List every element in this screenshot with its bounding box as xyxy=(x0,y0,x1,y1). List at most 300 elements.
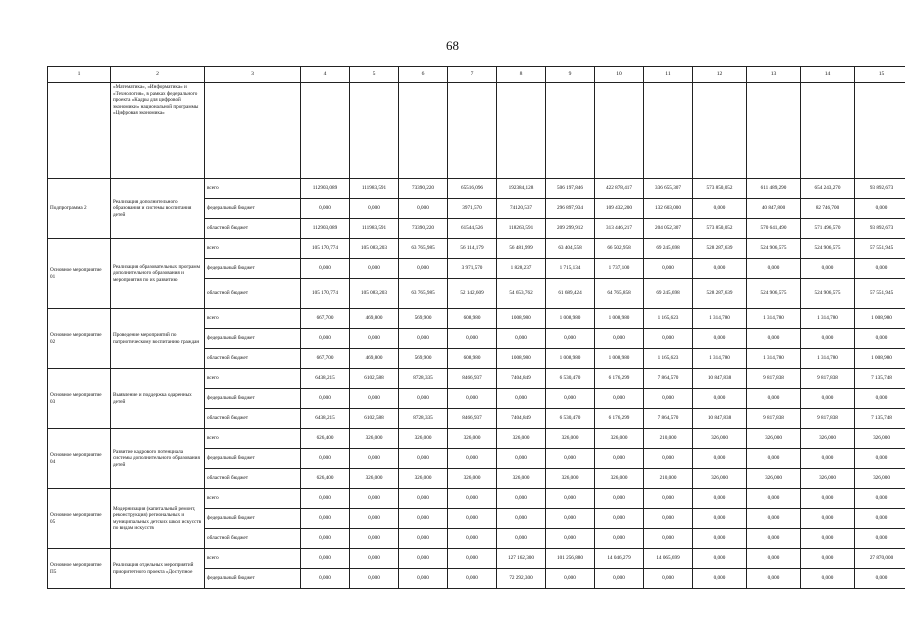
event-description: «Математика», «Информатика» и «Технология», в рамках федерального проекта «Кадры для цифровой экономики» национальной программы «Цифровая экономика» xyxy=(111,83,205,179)
event-description: Реализация образовательных программ дополнительного образования и мероприятия по их развитию xyxy=(111,239,205,309)
table-cell xyxy=(205,83,301,179)
amount-cell: 6438,215 xyxy=(301,369,350,389)
funding-source: всего xyxy=(205,369,301,389)
table-cell xyxy=(595,83,644,179)
amount-cell: 0,000 xyxy=(399,259,448,279)
amount-cell: 112903,089 xyxy=(301,219,350,239)
column-header: 12 xyxy=(693,67,747,83)
amount-cell: 0,000 xyxy=(693,199,747,219)
amount-cell: 7 135,748 xyxy=(855,369,905,389)
amount-cell: 326,000 xyxy=(399,429,448,449)
funding-source: областной бюджет xyxy=(205,409,301,429)
amount-cell: 0,000 xyxy=(301,529,350,549)
funding-source: федеральный бюджет xyxy=(205,569,301,589)
amount-cell: 0,000 xyxy=(747,329,801,349)
table-cell xyxy=(48,83,111,179)
column-header: 2 xyxy=(111,67,205,83)
amount-cell: 9 817,838 xyxy=(801,409,855,429)
amount-cell: 64 765,858 xyxy=(595,279,644,309)
amount-cell: 132 603,000 xyxy=(644,199,693,219)
funding-source: всего xyxy=(205,309,301,329)
amount-cell: 326,000 xyxy=(350,429,399,449)
column-header: 6 xyxy=(399,67,448,83)
amount-cell: 105 083,203 xyxy=(350,279,399,309)
amount-cell: 0,000 xyxy=(448,389,497,409)
amount-cell: 569,900 xyxy=(399,349,448,369)
amount-cell: 528 287,639 xyxy=(693,279,747,309)
amount-cell: 210,000 xyxy=(644,469,693,489)
amount-cell: 0,000 xyxy=(546,329,595,349)
amount-cell: 570 641,490 xyxy=(747,219,801,239)
amount-cell: 0,000 xyxy=(595,389,644,409)
column-header: 3 xyxy=(205,67,301,83)
amount-cell: 0,000 xyxy=(399,569,448,589)
intro-row xyxy=(48,83,905,179)
amount-cell: 0,000 xyxy=(801,549,855,569)
program-code: Основное мероприятие П5 xyxy=(48,549,111,589)
amount-cell: 3 971,570 xyxy=(448,259,497,279)
amount-cell: 6102,588 xyxy=(350,409,399,429)
column-header: 14 xyxy=(801,67,855,83)
amount-cell: 0,000 xyxy=(448,329,497,349)
amount-cell: 0,000 xyxy=(301,489,350,509)
amount-cell: 326,000 xyxy=(855,469,905,489)
amount-cell: 0,000 xyxy=(350,509,399,529)
amount-cell: 61 689,424 xyxy=(546,279,595,309)
amount-cell: 204 052,307 xyxy=(644,219,693,239)
amount-cell: 52 142,609 xyxy=(448,279,497,309)
amount-cell: 0,000 xyxy=(693,489,747,509)
table-cell xyxy=(855,83,905,179)
amount-cell: 0,000 xyxy=(399,549,448,569)
funding-source: федеральный бюджет xyxy=(205,389,301,409)
amount-cell: 569,900 xyxy=(399,309,448,329)
amount-cell: 0,000 xyxy=(595,509,644,529)
amount-cell: 1 828,237 xyxy=(497,259,546,279)
funding-source: всего xyxy=(205,549,301,569)
column-header: 10 xyxy=(595,67,644,83)
event-description: Реализация дополнительного образования и системы воспитания детей xyxy=(111,179,205,239)
column-header: 4 xyxy=(301,67,350,83)
amount-cell: 6 530,470 xyxy=(546,409,595,429)
amount-cell: 7 135,748 xyxy=(855,409,905,429)
amount-cell: 654 243,270 xyxy=(801,179,855,199)
amount-cell: 109 432,200 xyxy=(595,199,644,219)
amount-cell: 326,000 xyxy=(693,429,747,449)
amount-cell: 0,000 xyxy=(350,199,399,219)
amount-cell: 667,700 xyxy=(301,309,350,329)
amount-cell: 0,000 xyxy=(350,329,399,349)
amount-cell: 0,000 xyxy=(546,509,595,529)
amount-cell: 1 008,980 xyxy=(546,349,595,369)
amount-cell: 73390,220 xyxy=(399,219,448,239)
event-description: Модернизация (капитальный ремонт, реконструкция) региональных и муниципальных детских школ искусств по видам искусств xyxy=(111,489,205,549)
table-cell xyxy=(497,83,546,179)
amount-cell: 7404,849 xyxy=(497,369,546,389)
amount-cell: 0,000 xyxy=(644,449,693,469)
amount-cell: 326,000 xyxy=(693,469,747,489)
amount-cell: 1 165,623 xyxy=(644,349,693,369)
amount-cell: 326,000 xyxy=(448,429,497,449)
table-cell xyxy=(644,83,693,179)
amount-cell: 6438,215 xyxy=(301,409,350,429)
funding-source: областной бюджет xyxy=(205,219,301,239)
amount-cell: 573 850,052 xyxy=(693,219,747,239)
amount-cell: 1 314,780 xyxy=(693,309,747,329)
amount-cell: 0,000 xyxy=(301,549,350,569)
amount-cell: 326,000 xyxy=(801,469,855,489)
amount-cell: 0,000 xyxy=(855,509,905,529)
amount-cell: 326,000 xyxy=(448,469,497,489)
amount-cell: 8728,335 xyxy=(399,409,448,429)
amount-cell: 14 065,699 xyxy=(644,549,693,569)
amount-cell: 0,000 xyxy=(693,259,747,279)
amount-cell: 0,000 xyxy=(350,259,399,279)
page-number: 68 xyxy=(446,38,459,53)
amount-cell: 1 715,134 xyxy=(546,259,595,279)
amount-cell: 0,000 xyxy=(855,329,905,349)
amount-cell: 0,000 xyxy=(301,569,350,589)
amount-cell: 69 245,698 xyxy=(644,279,693,309)
amount-cell: 469,800 xyxy=(350,349,399,369)
amount-cell: 0,000 xyxy=(448,489,497,509)
amount-cell: 0,000 xyxy=(693,389,747,409)
amount-cell: 0,000 xyxy=(399,389,448,409)
amount-cell: 0,000 xyxy=(399,449,448,469)
amount-cell: 93 892,673 xyxy=(855,179,905,199)
amount-cell: 0,000 xyxy=(801,569,855,589)
amount-cell: 626,400 xyxy=(301,429,350,449)
event-description: Развитие кадрового потенциала системы дополнительного образования детей xyxy=(111,429,205,489)
amount-cell: 667,700 xyxy=(301,349,350,369)
amount-cell: 0,000 xyxy=(801,449,855,469)
amount-cell: 0,000 xyxy=(855,259,905,279)
amount-cell: 0,000 xyxy=(801,329,855,349)
amount-cell: 6 176,299 xyxy=(595,409,644,429)
amount-cell: 63 404,558 xyxy=(546,239,595,259)
amount-cell: 0,000 xyxy=(497,329,546,349)
amount-cell: 0,000 xyxy=(546,449,595,469)
table-row xyxy=(48,239,905,259)
amount-cell: 326,000 xyxy=(546,429,595,449)
amount-cell: 1 314,780 xyxy=(693,349,747,369)
table-cell xyxy=(301,83,350,179)
amount-cell: 61544,526 xyxy=(448,219,497,239)
amount-cell: 10 847,838 xyxy=(693,409,747,429)
amount-cell: 210,000 xyxy=(644,429,693,449)
amount-cell: 326,000 xyxy=(350,469,399,489)
funding-source: федеральный бюджет xyxy=(205,259,301,279)
amount-cell: 524 906,575 xyxy=(801,239,855,259)
amount-cell: 0,000 xyxy=(301,389,350,409)
amount-cell: 40 847,800 xyxy=(747,199,801,219)
amount-cell: 1008,980 xyxy=(497,309,546,329)
amount-cell: 0,000 xyxy=(301,329,350,349)
amount-cell: 0,000 xyxy=(399,199,448,219)
amount-cell: 0,000 xyxy=(448,449,497,469)
program-code: Основное мероприятие 03 xyxy=(48,369,111,429)
amount-cell: 1 165,623 xyxy=(644,309,693,329)
table-cell xyxy=(448,83,497,179)
amount-cell: 313 446,217 xyxy=(595,219,644,239)
amount-cell: 0,000 xyxy=(644,509,693,529)
column-header: 13 xyxy=(747,67,801,83)
amount-cell: 0,000 xyxy=(855,199,905,219)
program-code: Подпрограмма 2 xyxy=(48,179,111,239)
amount-cell: 1 314,780 xyxy=(801,349,855,369)
amount-cell: 6 176,299 xyxy=(595,369,644,389)
amount-cell: 105 170,774 xyxy=(301,239,350,259)
column-header: 15 xyxy=(855,67,905,83)
amount-cell: 0,000 xyxy=(301,259,350,279)
column-header: 8 xyxy=(497,67,546,83)
amount-cell: 0,000 xyxy=(747,259,801,279)
amount-cell: 1 008,980 xyxy=(855,309,905,329)
amount-cell: 0,000 xyxy=(595,329,644,349)
budget-table xyxy=(47,66,905,589)
amount-cell: 0,000 xyxy=(546,569,595,589)
amount-cell: 93 892,673 xyxy=(855,219,905,239)
amount-cell: 0,000 xyxy=(350,569,399,589)
amount-cell: 1 008,980 xyxy=(855,349,905,369)
amount-cell: 326,000 xyxy=(801,429,855,449)
amount-cell: 469,800 xyxy=(350,309,399,329)
amount-cell: 0,000 xyxy=(448,529,497,549)
funding-source: областной бюджет xyxy=(205,349,301,369)
amount-cell: 326,000 xyxy=(595,469,644,489)
amount-cell: 0,000 xyxy=(546,529,595,549)
table-row xyxy=(48,179,905,199)
amount-cell: 0,000 xyxy=(693,569,747,589)
amount-cell: 8728,335 xyxy=(399,369,448,389)
amount-cell: 0,000 xyxy=(644,489,693,509)
funding-source: федеральный бюджет xyxy=(205,199,301,219)
table-cell xyxy=(546,83,595,179)
amount-cell: 0,000 xyxy=(595,569,644,589)
amount-cell: 0,000 xyxy=(399,329,448,349)
amount-cell: 8466,937 xyxy=(448,369,497,389)
amount-cell: 0,000 xyxy=(801,529,855,549)
amount-cell: 57 551,945 xyxy=(855,239,905,259)
table-cell xyxy=(350,83,399,179)
amount-cell: 0,000 xyxy=(497,509,546,529)
amount-cell: 56 114,179 xyxy=(448,239,497,259)
amount-cell: 326,000 xyxy=(497,469,546,489)
column-header: 7 xyxy=(448,67,497,83)
amount-cell: 7 864,570 xyxy=(644,369,693,389)
amount-cell: 528 287,639 xyxy=(693,239,747,259)
amount-cell: 0,000 xyxy=(644,389,693,409)
amount-cell: 0,000 xyxy=(644,529,693,549)
amount-cell: 9 817,838 xyxy=(747,369,801,389)
program-code: Основное мероприятие 05 xyxy=(48,489,111,549)
amount-cell: 0,000 xyxy=(747,529,801,549)
amount-cell: 0,000 xyxy=(693,529,747,549)
funding-source: всего xyxy=(205,239,301,259)
amount-cell: 9 817,838 xyxy=(747,409,801,429)
amount-cell: 608,980 xyxy=(448,349,497,369)
amount-cell: 573 850,052 xyxy=(693,179,747,199)
amount-cell: 326,000 xyxy=(497,429,546,449)
amount-cell: 0,000 xyxy=(693,509,747,529)
amount-cell: 82 746,700 xyxy=(801,199,855,219)
amount-cell: 192384,128 xyxy=(497,179,546,199)
amount-cell: 1 008,980 xyxy=(595,349,644,369)
amount-cell: 72 292,300 xyxy=(497,569,546,589)
amount-cell: 74120,537 xyxy=(497,199,546,219)
amount-cell: 1 008,980 xyxy=(595,309,644,329)
amount-cell: 1 008,980 xyxy=(546,309,595,329)
amount-cell: 6 530,470 xyxy=(546,369,595,389)
amount-cell: 326,000 xyxy=(399,469,448,489)
amount-cell: 56 481,999 xyxy=(497,239,546,259)
column-header: 11 xyxy=(644,67,693,83)
amount-cell: 112903,089 xyxy=(301,179,350,199)
event-description: Выявление и поддержка одаренных детей xyxy=(111,369,205,429)
program-code: Основное мероприятие 04 xyxy=(48,429,111,489)
table-cell xyxy=(801,83,855,179)
amount-cell: 506 197,846 xyxy=(546,179,595,199)
amount-cell: 524 906,575 xyxy=(801,279,855,309)
amount-cell: 0,000 xyxy=(350,549,399,569)
amount-cell: 0,000 xyxy=(448,549,497,569)
amount-cell: 0,000 xyxy=(546,389,595,409)
amount-cell: 118263,591 xyxy=(497,219,546,239)
funding-source: всего xyxy=(205,489,301,509)
amount-cell: 0,000 xyxy=(693,549,747,569)
amount-cell: 1 314,780 xyxy=(747,309,801,329)
funding-source: всего xyxy=(205,179,301,199)
amount-cell: 0,000 xyxy=(595,529,644,549)
amount-cell: 0,000 xyxy=(801,389,855,409)
amount-cell: 0,000 xyxy=(747,549,801,569)
amount-cell: 209 299,912 xyxy=(546,219,595,239)
amount-cell: 296 897,934 xyxy=(546,199,595,219)
amount-cell: 0,000 xyxy=(747,569,801,589)
amount-cell: 0,000 xyxy=(399,509,448,529)
amount-cell: 611 489,290 xyxy=(747,179,801,199)
amount-cell: 127 162,300 xyxy=(497,549,546,569)
amount-cell: 101 256,880 xyxy=(546,549,595,569)
amount-cell: 422 878,417 xyxy=(595,179,644,199)
funding-source: федеральный бюджет xyxy=(205,329,301,349)
amount-cell: 0,000 xyxy=(448,569,497,589)
amount-cell: 0,000 xyxy=(350,529,399,549)
amount-cell: 0,000 xyxy=(855,529,905,549)
amount-cell: 0,000 xyxy=(350,449,399,469)
amount-cell: 9 817,838 xyxy=(801,369,855,389)
funding-source: федеральный бюджет xyxy=(205,449,301,469)
table-row xyxy=(48,549,905,569)
amount-cell: 571 496,570 xyxy=(801,219,855,239)
amount-cell: 0,000 xyxy=(497,489,546,509)
event-description: Реализация отдельных мероприятий приоритетного проекта «Доступное xyxy=(111,549,205,589)
amount-cell: 63 765,985 xyxy=(399,279,448,309)
amount-cell: 0,000 xyxy=(301,449,350,469)
table-row xyxy=(48,309,905,329)
amount-cell: 69 245,698 xyxy=(644,239,693,259)
funding-source: федеральный бюджет xyxy=(205,509,301,529)
amount-cell: 0,000 xyxy=(399,529,448,549)
amount-cell: 1 314,780 xyxy=(747,349,801,369)
amount-cell: 57 551,945 xyxy=(855,279,905,309)
amount-cell: 0,000 xyxy=(801,259,855,279)
amount-cell: 105 083,203 xyxy=(350,239,399,259)
amount-cell: 65516,096 xyxy=(448,179,497,199)
amount-cell: 336 655,307 xyxy=(644,179,693,199)
amount-cell: 105 170,774 xyxy=(301,279,350,309)
amount-cell: 111983,591 xyxy=(350,219,399,239)
amount-cell: 0,000 xyxy=(546,489,595,509)
amount-cell: 326,000 xyxy=(595,429,644,449)
amount-cell: 0,000 xyxy=(644,329,693,349)
table-row xyxy=(48,369,905,389)
amount-cell: 326,000 xyxy=(855,429,905,449)
funding-source: областной бюджет xyxy=(205,279,301,309)
amount-cell: 63 765,985 xyxy=(399,239,448,259)
amount-cell: 7 864,570 xyxy=(644,409,693,429)
table-cell xyxy=(693,83,747,179)
amount-cell: 0,000 xyxy=(644,259,693,279)
amount-cell: 1 737,100 xyxy=(595,259,644,279)
amount-cell: 0,000 xyxy=(301,199,350,219)
amount-cell: 0,000 xyxy=(855,449,905,469)
amount-cell: 0,000 xyxy=(801,489,855,509)
amount-cell: 0,000 xyxy=(855,389,905,409)
table-row xyxy=(48,489,905,509)
table-cell xyxy=(747,83,801,179)
amount-cell: 0,000 xyxy=(497,389,546,409)
amount-cell: 0,000 xyxy=(301,509,350,529)
column-header: 9 xyxy=(546,67,595,83)
amount-cell: 0,000 xyxy=(747,489,801,509)
amount-cell: 0,000 xyxy=(855,489,905,509)
amount-cell: 0,000 xyxy=(350,489,399,509)
amount-cell: 524 906,575 xyxy=(747,279,801,309)
amount-cell: 1008,980 xyxy=(497,349,546,369)
amount-cell: 27 870,000 xyxy=(855,549,905,569)
amount-cell: 0,000 xyxy=(801,509,855,529)
amount-cell: 0,000 xyxy=(595,489,644,509)
amount-cell: 1 314,780 xyxy=(801,309,855,329)
column-header: 5 xyxy=(350,67,399,83)
amount-cell: 0,000 xyxy=(350,389,399,409)
amount-cell: 524 906,575 xyxy=(747,239,801,259)
program-code: Основное мероприятие 02 xyxy=(48,309,111,369)
amount-cell: 0,000 xyxy=(448,509,497,529)
amount-cell: 10 847,838 xyxy=(693,369,747,389)
column-header: 1 xyxy=(48,67,111,83)
amount-cell: 0,000 xyxy=(644,569,693,589)
amount-cell: 626,400 xyxy=(301,469,350,489)
amount-cell: 0,000 xyxy=(399,489,448,509)
funding-source: всего xyxy=(205,429,301,449)
amount-cell: 3971,570 xyxy=(448,199,497,219)
amount-cell: 0,000 xyxy=(747,389,801,409)
amount-cell: 0,000 xyxy=(747,509,801,529)
amount-cell: 6102,588 xyxy=(350,369,399,389)
amount-cell: 608,980 xyxy=(448,309,497,329)
amount-cell: 326,000 xyxy=(747,429,801,449)
amount-cell: 326,000 xyxy=(747,469,801,489)
header-row xyxy=(48,67,905,83)
amount-cell: 66 502,958 xyxy=(595,239,644,259)
amount-cell: 111983,591 xyxy=(350,179,399,199)
amount-cell: 8466,937 xyxy=(448,409,497,429)
amount-cell: 0,000 xyxy=(595,449,644,469)
amount-cell: 0,000 xyxy=(855,569,905,589)
amount-cell: 0,000 xyxy=(497,449,546,469)
